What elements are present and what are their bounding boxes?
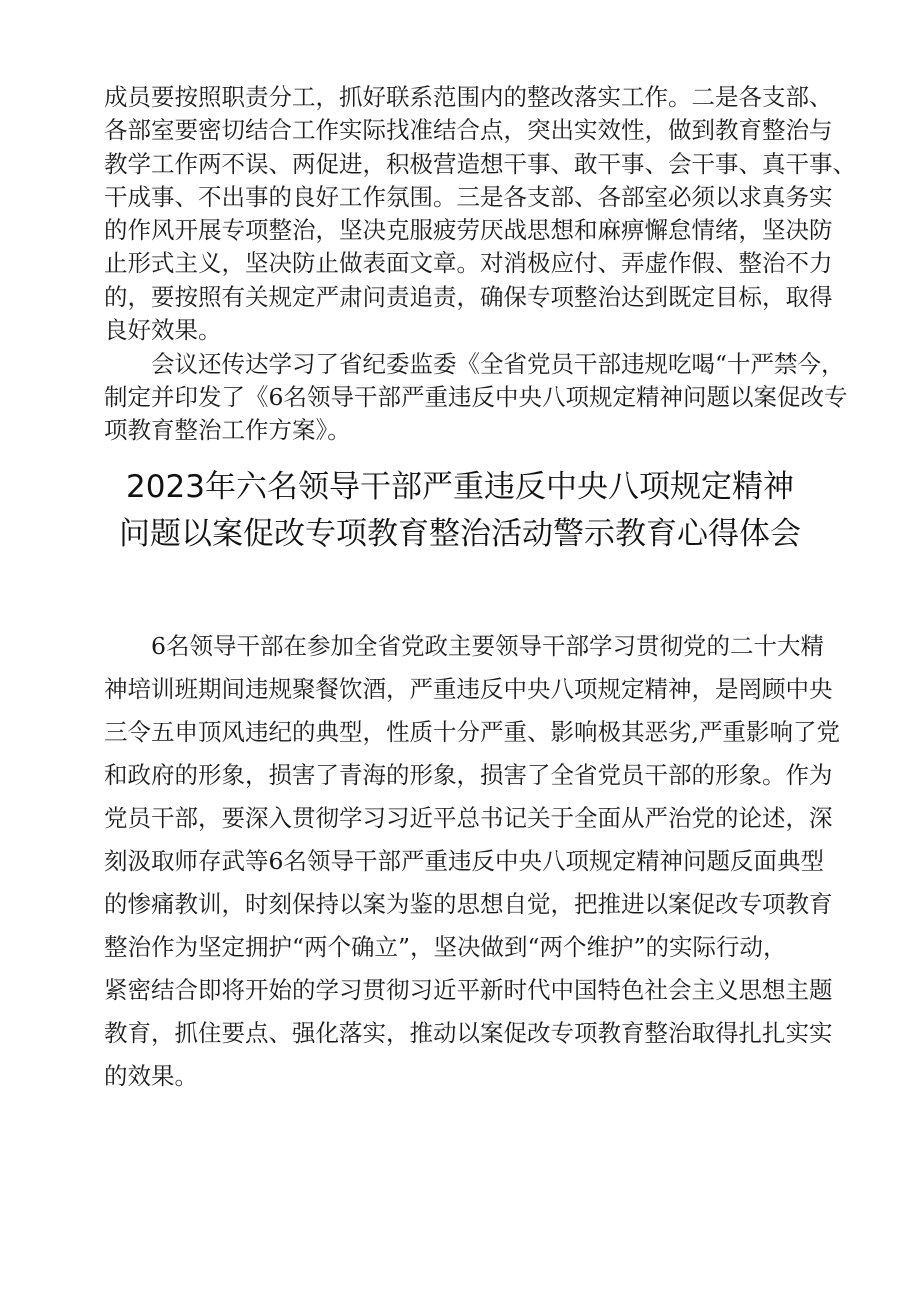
text-line: 会议还传达学习了省纪委监委《全省党员干部违规吃喝“十严禁今，: [104, 350, 845, 378]
text-line: 和政府的形象，损害了青海的形象，损害了全省党员干部的形象。作为: [104, 761, 833, 789]
text-line: 三令五申顶风违纪的典型，性质十分严重、影响极其恶劣,严重影响了党: [104, 718, 840, 746]
title-line: 2023年六名领导干部严重违反中央八项规定精神: [126, 469, 794, 505]
text-line: 刻汲取师存武等6名领导干部严重违反中央八项规定精神问题反面典型: [104, 847, 824, 875]
text-line: 项教育整治工作方案》。: [104, 416, 351, 444]
text-line: 的，要按照有关规定严肃问责追责，确保专项整治达到既定目标，取得: [104, 283, 833, 311]
text-line: 止形式主义，坚决防止做表面文章。对消极应付、弄虚作假、整治不力: [104, 249, 833, 277]
text-line: 各部室要密切结合工作实际找准结合点，突出实效性，做到教育整治与: [104, 116, 833, 144]
text-line: 的效果。: [104, 1062, 198, 1090]
text-line: 成员要按照职责分工，抓好联系范围内的整改落实工作。二是各支部、: [104, 83, 833, 111]
text-line: 制定并印发了《6名领导干部严重违反中央八项规定精神问题以案促改专: [104, 383, 848, 411]
text-line: 干成事、不出事的良好工作氛围。三是各支部、各部室必须以求真务实: [104, 183, 833, 211]
title-line: 问题以案促改专项教育整治活动警示教育心得体会: [119, 516, 801, 552]
text-line: 神培训班期间违规聚餐饮酒，严重违反中央八项规定精神，是罔顾中央: [104, 675, 833, 703]
text-line: 的惨痛教训，时刻保持以案为鉴的思想自觉，把推进以案促改专项教育: [104, 890, 833, 918]
text-line: 整治作为坚定拥护“两个确立”，坚决做到“两个维护”的实际行动，: [104, 933, 787, 961]
text-line: 党员干部，要深入贯彻学习习近平总书记关于全面从严治党的论述，深: [104, 804, 833, 832]
text-line: 紧密结合即将开始的学习贯彻习近平新时代中国特色社会主义思想主题: [104, 976, 833, 1004]
text-line: 6名领导干部在参加全省党政主要领导干部学习贯彻党的二十大精: [104, 632, 824, 660]
text-line: 的作风开展专项整治，坚决克服疲劳厌战思想和麻痹懈怠情绪，坚决防: [104, 216, 833, 244]
text-line: 教学工作两不误、两促进，积极营造想干事、敢干事、会干事、真干事、: [104, 150, 856, 178]
text-line: 教育，抓住要点、强化落实，推动以案促改专项教育整治取得扎扎实实: [104, 1019, 833, 1047]
text-line: 良好效果。: [104, 316, 222, 344]
